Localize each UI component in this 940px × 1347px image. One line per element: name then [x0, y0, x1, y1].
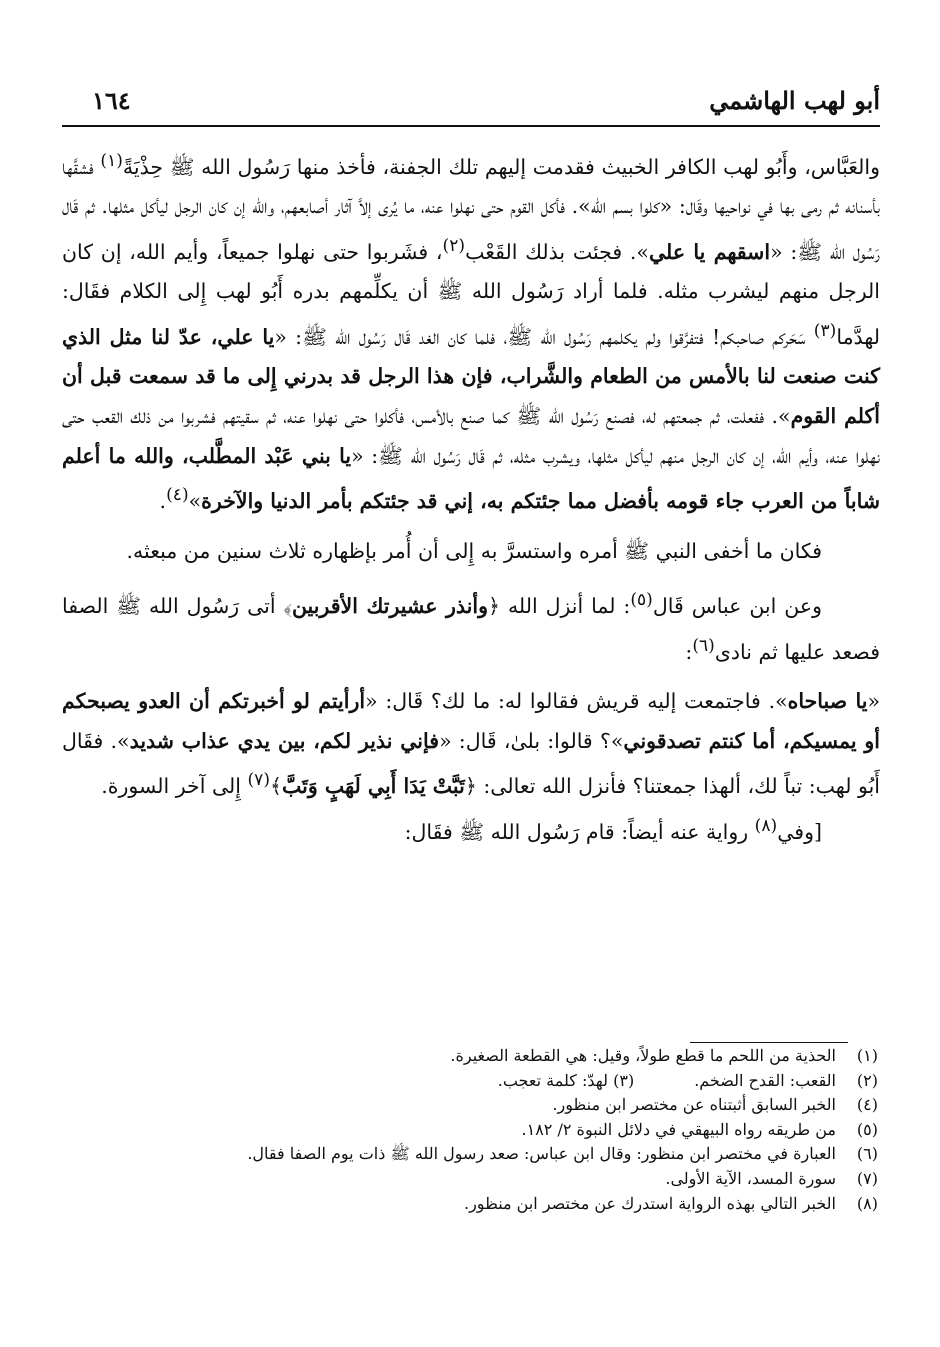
quran-verse: تَبَّتْ يَدَا أَبِي لَهَبٍ وَتَبَّ — [282, 774, 465, 799]
hadith-quote: يا صباحاه — [787, 689, 868, 714]
footnote-ref-8[interactable]: (٨) — [754, 815, 778, 836]
paragraph-2: فكان ما أخفى النبي ﷺ أمره واستسرَّ به إِلى أن أُمر بإظهاره ثلاث سنين من مبعثه. — [126, 538, 822, 563]
footnote-text: الخبر التالي بهذه الرواية استدرك عن مختصر ابن منظور. — [463, 1193, 836, 1213]
text-run: فشقَّها بأسنانه ثم رمى بها في نواحيها وقَال: «كلوا بسم الله». فأكل القوم حتى نهلوا عنه، ما يُرى إلاَّ آثار أصابعهم، والله إن كان الرجل ليأكل مثلها. ثم قَال رَسُول الله ﷺ: « — [62, 154, 880, 264]
text-run: ، فشَربوا حتى نهلوا جميعاً، وأيم الله، إن كان الرجل منهم ليشرب مثله. فلما أراد رَسُول الله ﷺ أن يكلِّمهم بدره أَبُو لهب إِلى الكلام فقَال: لهدَّما — [62, 239, 881, 349]
footnote-7 — [70, 1167, 878, 1192]
footnote-text — [70, 1069, 836, 1094]
hadith-quote: فإني نذير لكم، بين يدي عذاب شديد — [129, 728, 440, 753]
page-number: ١٦٤ — [92, 86, 131, 115]
footnote-4 — [70, 1093, 878, 1118]
body-text — [62, 142, 880, 852]
footnote-number: (٨) — [856, 1193, 878, 1213]
footnote-text: الحذية من اللحم ما قطع طولاً، وقيل: هي القطعة الصغيرة. — [450, 1046, 836, 1065]
footnote-text: العبارة في مختصر ابن منظور: وقال ابن عباس: صعد رسول الله ﷺ ذات يوم الصفا فقال. — [247, 1144, 836, 1164]
footnote-ref-7[interactable]: (٧) — [247, 770, 271, 791]
text-run: » — [188, 489, 202, 514]
footnote-number: (٧) — [856, 1168, 878, 1188]
paragraph-3 — [62, 581, 880, 672]
hadith-quote: اسقهم يا علي — [648, 239, 771, 264]
footnotes — [70, 1044, 878, 1216]
quran-verse: وأنذر عشيرتك الأقربين — [291, 594, 488, 619]
footnote-text: من طريقه رواه البيهقي في دلائل النبوة ٢/ ١٨٢. — [521, 1119, 836, 1139]
text-run: . — [159, 489, 167, 514]
text-run: : لما أنزل الله ﴿ — [488, 594, 631, 619]
footnote-ref-1[interactable]: (١) — [100, 151, 123, 171]
text-run: إِلى آخر السورة. — [101, 774, 248, 799]
text-run: ». فقَال أَبُو لهب: تباً لك، ألهذا جمعتنا؟ فأنزل الله تعالى: ﴿ — [62, 728, 880, 799]
text-run: ﴾ أتى رَسُول الله ﷺ الصفا فصعد عليها ثم نادى — [62, 594, 880, 664]
text-run: ﴾ — [270, 774, 283, 799]
text-run: رواية عنه أيضاً: قام رَسُول الله ﷺ فقَال: — [404, 819, 755, 844]
text-run: ». فاجتمعت إليه قريش فقالوا له: ما لك؟ قَال: « — [365, 689, 788, 714]
text-run: ». ففعلت، ثم جمعتهم له، فصنع رَسُول الله ﷺ كما صنع بالأمس، فأكلوا حتى نهلوا عنه، ثم سقيتهم فشربوا من ذلك القعب حتى نهلوا عنه، وأيم الله، إن كان الرجل منهم ليأكل مثلها، ويشرب مثله، ثم قَال رَسُول الله ﷺ: « — [62, 404, 880, 468]
footnote-number: (٦) — [856, 1144, 878, 1164]
footnote-2-3 — [70, 1069, 878, 1094]
footnote-ref-2[interactable]: (٢) — [442, 236, 466, 257]
paragraph-5 — [62, 807, 880, 852]
footnote-number: (٤) — [856, 1095, 878, 1115]
hadith-quote: أرأيتم لو أخبرتكم أن العدو يصبحكم أو يمسيكم، أما كنتم تصدقوني — [62, 689, 880, 753]
text-run: « — [867, 689, 880, 714]
paragraph-4 — [62, 682, 880, 807]
header-rule — [62, 125, 880, 127]
footnote-number: (١) — [856, 1046, 878, 1065]
footnote-ref-6[interactable]: (٦) — [692, 635, 715, 656]
hadith-quote: يا بني عَبْد المطَّلب، والله ما أعلم شاباً من العرب جاء قومه بأفضل مما جئتكم به، إني قد جئتكم بأمر الدنيا والآخرة — [62, 443, 880, 514]
footnote-6 — [70, 1142, 878, 1167]
footnote-1 — [70, 1044, 878, 1069]
footnote-ref-3[interactable]: (٣) — [813, 321, 837, 342]
footnote-8 — [70, 1192, 878, 1217]
footnote-5 — [70, 1118, 878, 1143]
footnote-text: الخبر السابق أثبتناه عن مختصر ابن منظور. — [552, 1095, 836, 1115]
footnote-number: (٥) — [856, 1119, 878, 1139]
text-run: [وفي — [777, 819, 822, 844]
footnote-text-2: القعب: القدح الضخم. — [694, 1070, 836, 1090]
footnote-rule — [690, 1042, 848, 1043]
text-run: : — [685, 639, 693, 664]
hadith-quote: يا علي، عدّ لنا مثل الذي كنت صنعت لنا بالأمس من الطعام والشَّراب، فإن هذا الرجل قد بدرني إِلى ما قد سمعت قبل أن أكلم القوم — [62, 324, 881, 429]
text-run: ». فجئت بذلك القَعْب — [465, 239, 649, 264]
footnote-text: سورة المسد، الآية الأولى. — [665, 1168, 836, 1188]
text-run: والعَبَّاس، وأَبُو لهب الكافر الخبيث فقدمت إليهم تلك الجفنة، فأخذ منها رَسُول الله ﷺ حِذْيَةً — [122, 154, 880, 179]
footnote-number: (٣) — [613, 1070, 635, 1090]
paragraph-1 — [62, 142, 880, 522]
text-run: سَحَركم صاحبكم! فتفرَّقوا ولم يكلمهم رَسُول الله ﷺ، فلما كان الغد قَال رَسُول الله ﷺ: « — [274, 324, 814, 349]
footnote-text-3: لهدّ: كلمة تعجب. — [497, 1070, 608, 1090]
footnote-number: (٢) — [856, 1070, 878, 1090]
running-title: أبو لهب الهاشمي — [709, 86, 880, 115]
footnote-ref-5[interactable]: (٥) — [630, 590, 653, 611]
text-run: وعن ابن عباس قَال — [652, 594, 823, 619]
text-run: »؟ قالوا: بلىٰ، قَال: « — [439, 728, 624, 753]
footnote-ref-4[interactable]: (٤) — [166, 485, 189, 506]
